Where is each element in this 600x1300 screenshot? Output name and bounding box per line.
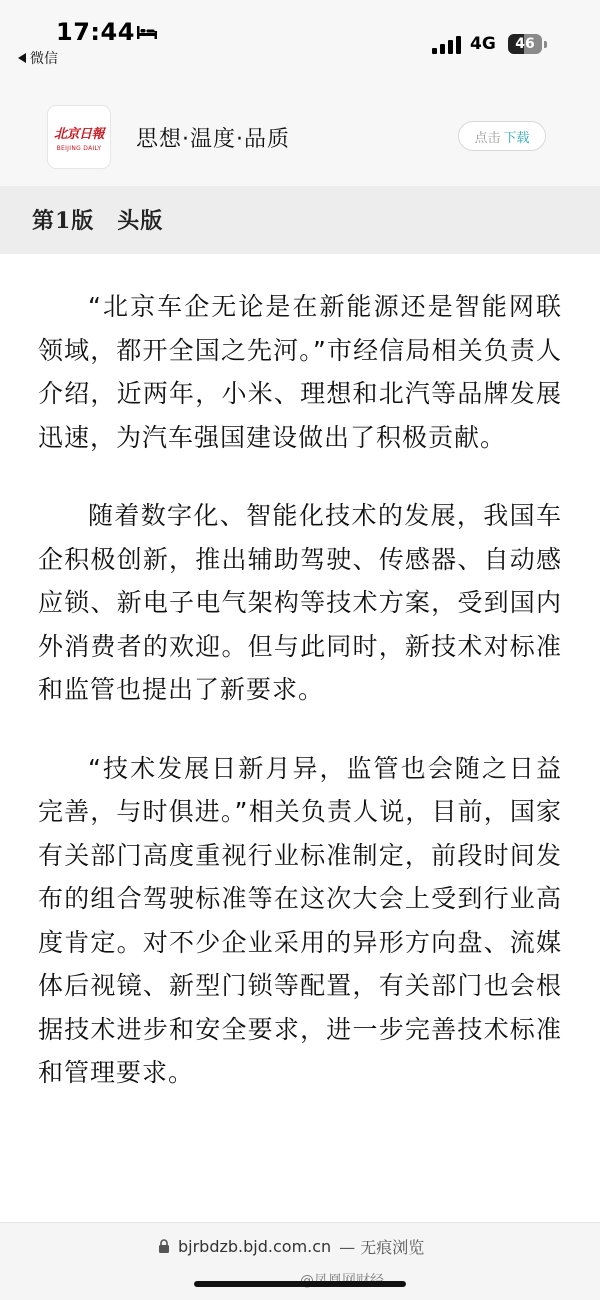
battery-tip bbox=[544, 41, 547, 48]
status-time: 17:44 bbox=[56, 18, 135, 46]
download-button[interactable] bbox=[458, 121, 546, 151]
watermark bbox=[300, 1270, 384, 1290]
lock-icon bbox=[158, 1239, 170, 1254]
slogan: 思想·温度·品质 bbox=[136, 127, 290, 152]
home-indicator[interactable] bbox=[194, 1281, 406, 1287]
article-body bbox=[38, 285, 562, 1130]
article-paragraph: “技术发展日新月异，监管也会随之日益完善，与时俱进。”相关负责人说，目前，国家有关部门高度重视行业标准制定，前段时间发布的组合驾驶标准等在这次大会上受到行业高度肯定。对不少企业采用的异形方向盘、流媒体后视镜、新型门锁等配置，有关部门也会根据技术进步和安全要求，进一步完善技术标准和管理要求。 bbox=[38, 753, 562, 1087]
beijing-daily-logo bbox=[48, 106, 110, 168]
back-arrow-icon bbox=[18, 53, 26, 63]
status-bar bbox=[0, 0, 600, 78]
private-mode-label: — 无痕浏览 bbox=[339, 1238, 425, 1257]
edition-title: 第1版 头版 bbox=[32, 208, 164, 234]
logo-subtext: BEIJING DAILY bbox=[56, 144, 102, 152]
sleep-focus-icon bbox=[136, 24, 158, 40]
back-to-app-button[interactable] bbox=[18, 48, 58, 68]
back-app-label: 微信 bbox=[30, 51, 58, 67]
battery-level: 46 bbox=[515, 36, 535, 52]
network-type: 4G bbox=[470, 34, 496, 54]
cellular-signal-icon bbox=[432, 36, 462, 54]
article-paragraph: “北京车企无论是在新能源还是智能网联领域，都开全国之先河。”市经信局相关负责人介绍，近两年，小米、理想和北汽等品牌发展迅速，为汽车强国建设做出了积极贡献。 bbox=[38, 292, 562, 452]
edition-bar bbox=[0, 186, 600, 254]
cut-off-text-top bbox=[40, 254, 560, 260]
logo-text: 北京日報 bbox=[53, 126, 104, 142]
url-text: bjrbdzb.bjd.com.cn bbox=[178, 1237, 332, 1256]
download-label: 下载 bbox=[503, 130, 530, 146]
download-prefix: 点击 bbox=[474, 130, 501, 146]
app-header bbox=[0, 78, 600, 186]
url-display[interactable] bbox=[158, 1235, 424, 1258]
battery-icon bbox=[508, 34, 542, 54]
article-paragraph: 随着数字化、智能化技术的发展，我国车企积极创新，推出辅助驾驶、传感器、自动感应锁、新电子电气架构等技术方案，受到国内外消费者的欢迎。但与此同时，新技术对标准和监管也提出了新要求。 bbox=[38, 501, 562, 704]
